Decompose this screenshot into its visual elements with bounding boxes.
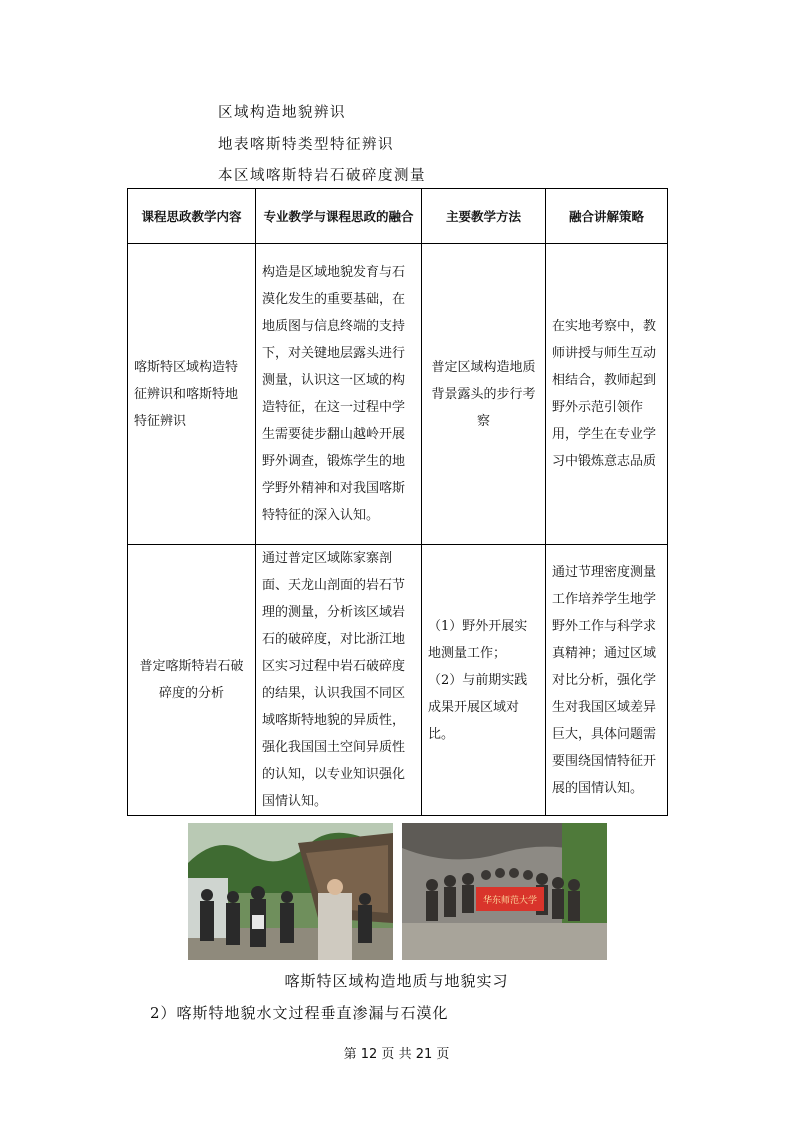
cell-content: 喀斯特区域构造特征辨识和喀斯特地特征辨识 (128, 244, 256, 545)
table-row (128, 244, 668, 545)
table-header-row (128, 189, 668, 244)
method-step: （1）野外开展实地测量工作； (428, 618, 528, 661)
list-item: 区域构造地貌辨识 (218, 105, 346, 121)
list-item: 本区域喀斯特岩石破碎度测量 (218, 168, 426, 184)
header-strategy: 融合讲解策略 (546, 189, 668, 244)
field-survey-photo (188, 823, 393, 960)
cell-method (422, 545, 546, 816)
header-method: 主要教学方法 (422, 189, 546, 244)
section-subheading: 2）喀斯特地貌水文过程垂直渗漏与石漠化 (150, 1004, 449, 1022)
cell-integration: 通过普定区域陈家寨剖面、天龙山剖面的岩石节理的测量，分析该区域岩石的破碎度，对比浙江地区实习过程中岩石破碎度的结果，认识我国不同区域喀斯特地貌的异质性，强化我国国土空间异质性的认知，以专业知识强化国情认知。 (256, 545, 422, 816)
figure-caption: 喀斯特区域构造地质与地貌实习 (284, 972, 509, 990)
course-table (127, 188, 668, 816)
cell-content: 普定喀斯特岩石破碎度的分析 (128, 545, 256, 816)
cell-method: 普定区域构造地质背景露头的步行考察 (422, 244, 546, 545)
method-step: （2）与前期实践成果开展区域对比。 (428, 672, 528, 742)
cell-integration: 构造是区域地貌发育与石漠化发生的重要基础，在地质图与信息终端的支持下，对关键地层露头进行测量，认识这一区域的构造特征，在这一过程中学生需要徒步翻山越岭开展野外调查，锻炼学生的地学野外精神和对我国喀斯特特征的深入认知。 (256, 244, 422, 545)
group-photo (402, 823, 607, 960)
cell-strategy: 通过节理密度测量工作培养学生地学野外工作与科学求真精神；通过区域对比分析，强化学生对我国区域差异巨大，具体问题需要围绕国情特征开展的国情认知。 (546, 545, 668, 816)
header-integration: 专业教学与课程思政的融合 (256, 189, 422, 244)
page-footer: 第 12 页 共 21 页 (343, 1047, 450, 1062)
banner-text: 华东师范大学 (482, 896, 538, 906)
table-row (128, 545, 668, 816)
list-item: 地表喀斯特类型特征辨识 (218, 137, 394, 153)
header-content: 课程思政教学内容 (128, 189, 256, 244)
cell-strategy: 在实地考察中，教师讲授与师生互动相结合，教师起到野外示范引领作用，学生在专业学习中锻炼意志品质 (546, 244, 668, 545)
